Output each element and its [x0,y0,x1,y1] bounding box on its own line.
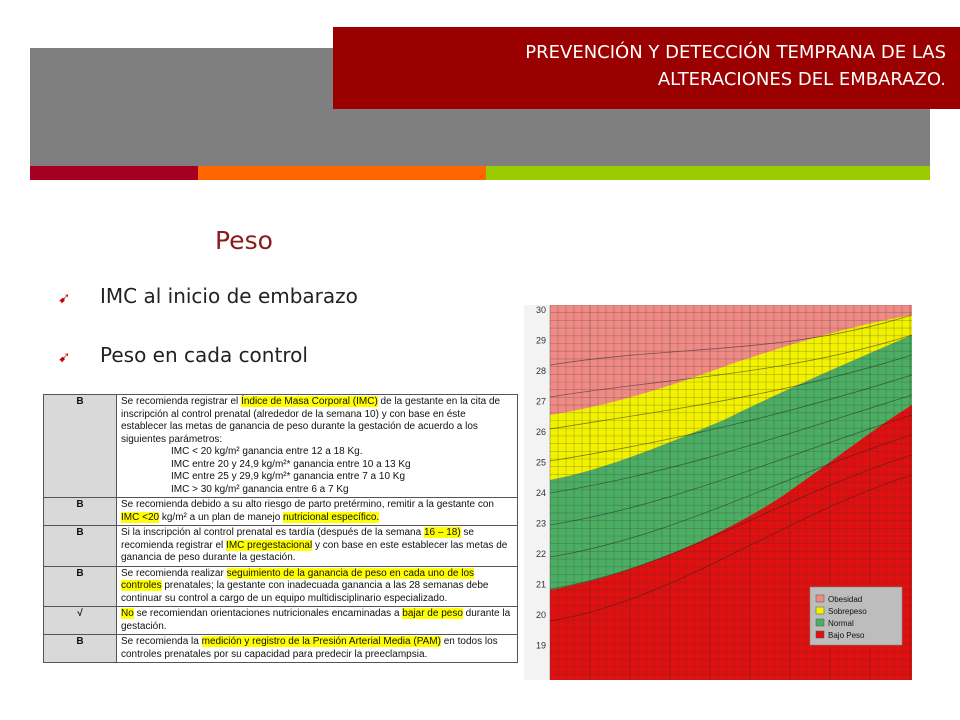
recommendation-text: Si la inscripción al control prenatal es tardía (después de la semana 16 – 18) se recomienda registrar el IMC pregestacional y con base en este establecer las metas de ganancia de peso durante la gestación. [117,526,518,567]
y-tick-label: 19 [536,640,547,651]
legend-label: Normal [828,619,854,628]
recommendation-text: Se recomienda realizar seguimiento de la ganancia de peso en cada uno de los controles prenatales; la gestante con inadecuada ganancia a las 28 semanas debe continuar su control a cargo de un equipo multidisciplinario especializado. [117,566,518,607]
y-tick-label: 22 [536,549,547,559]
evidence-level: B [44,395,117,498]
table-row [44,526,518,567]
bullet-item [58,284,358,308]
legend-swatch [816,619,824,626]
table-row [44,635,518,663]
bullet-text: IMC al inicio de embarazo [100,284,358,308]
legend-swatch [816,631,824,638]
legend-label: Obesidad [828,595,863,604]
slide-title-box [333,27,960,109]
legend-swatch [816,607,824,614]
recommendation-text: No se recomiendan orientaciones nutricionales encaminadas a bajar de peso durante la gestación. [117,607,518,635]
bullet-text: Peso en cada control [100,343,308,367]
y-tick-label: 26 [536,427,547,437]
bullet-arrow-icon: ➹ [58,289,71,307]
y-tick-label: 27 [536,396,547,407]
y-tick-label: 20 [536,610,547,620]
y-tick-label: 29 [536,335,547,346]
evidence-level: B [44,526,117,567]
bullet-arrow-icon: ➹ [58,348,71,366]
y-tick-label: 23 [536,518,547,529]
y-tick-label: 30 [536,305,547,315]
y-tick-label: 28 [536,366,547,376]
y-tick-label: 24 [536,488,547,498]
bmi-gestation-chart [524,305,912,680]
table-row [44,607,518,635]
evidence-level: B [44,635,117,663]
y-tick-label: 21 [536,579,547,590]
table-row [44,498,518,526]
section-heading: Peso [215,226,273,255]
recommendation-text: Se recomienda debido a su alto riesgo de parto pretérmino, remitir a la gestante con IMC <20 kg/m² a un plan de manejo nutricional específico. [117,498,518,526]
evidence-level: B [44,498,117,526]
evidence-level: B [44,566,117,607]
legend-label: Bajo Peso [828,631,865,640]
stripe-green [486,166,930,180]
slide-title-line-1: PREVENCIÓN Y DETECCIÓN TEMPRANA DE LAS [525,42,946,63]
stripe-red [30,166,198,180]
y-tick-label: 25 [536,457,547,468]
bullet-item [58,343,308,367]
table-row [44,395,518,498]
evidence-level: √ [44,607,117,635]
recommendation-text: Se recomienda la medición y registro de la Presión Arterial Media (PAM) en todos los controles prenatales por su capacidad para predecir la preeclampsia. [117,635,518,663]
chart-legend [810,587,902,645]
stripe-orange [198,166,486,180]
recommendations-table [43,394,518,663]
recommendation-text: Se recomienda registrar el Índice de Masa Corporal (IMC) de la gestante en la cita de inscripción al control prenatal (alrededor de la semana 10) y con base en éste establecer las metas de ganancia de peso durante la gestación de acuerdo a los siguientes parámetros: IMC < 20 kg/m² ganancia entre 12 a 18 Kg. IMC entre 20 y 24,9 kg/m²* ganancia entre 10 a 13 Kg IMC entre 25 y 29,9 kg/m²* ganancia entre 7 a 10 Kg IMC > 30 kg/m² ganancia entre 6 a 7 Kg [117,395,518,498]
legend-label: Sobrepeso [828,607,867,616]
table-row [44,566,518,607]
slide-title-line-2: ALTERACIONES DEL EMBARAZO. [657,69,946,90]
legend-swatch [816,595,824,602]
